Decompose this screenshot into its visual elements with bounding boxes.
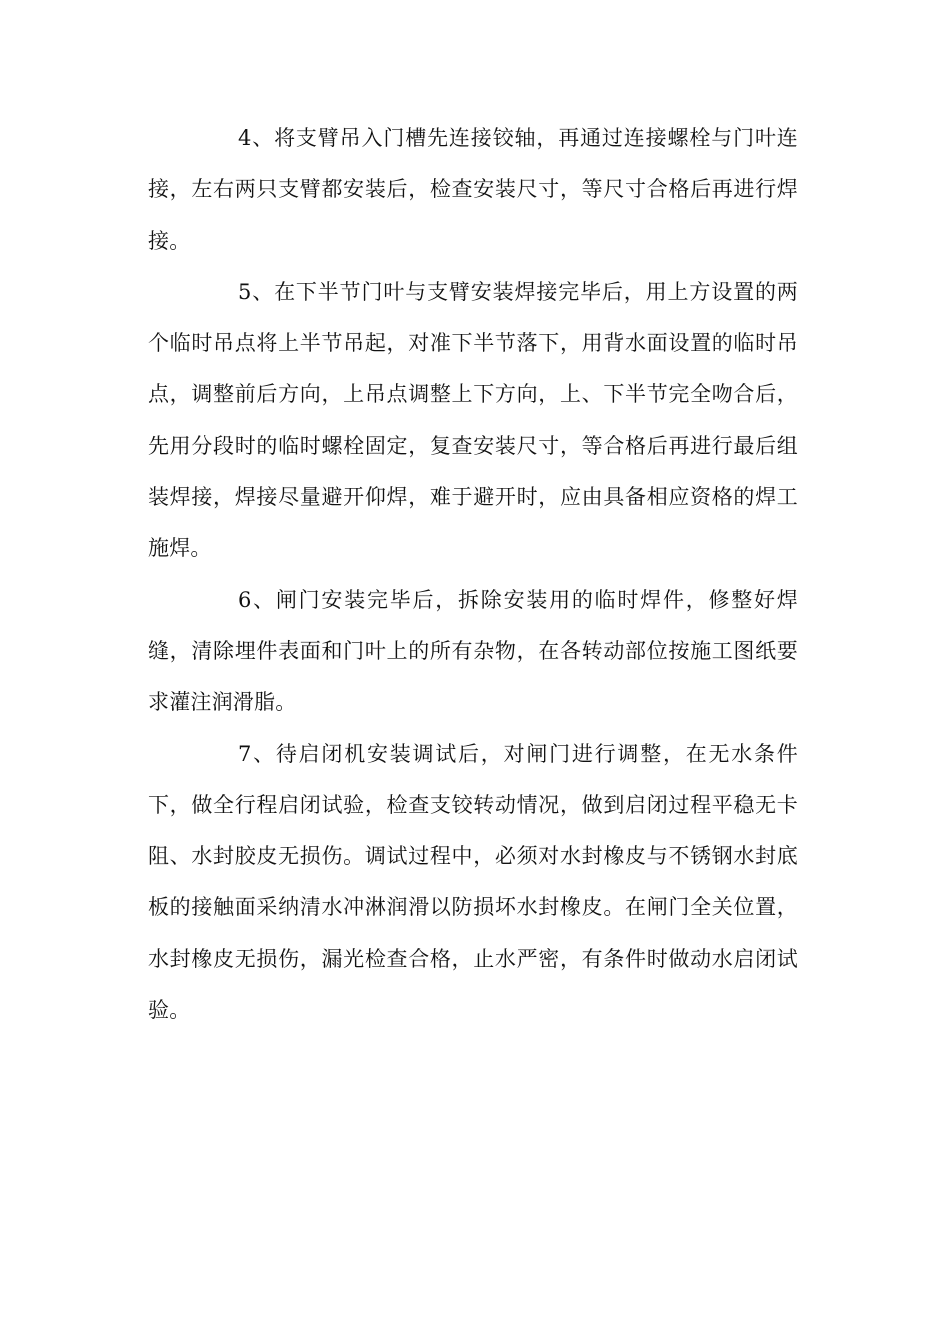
paragraph-step-4: 4、将支臂吊入门槽先连接铰轴，再通过连接螺栓与门叶连接，左右两只支臂都安装后，检查安装尺寸，等尺寸合格后再进行焊接。 bbox=[148, 126, 798, 253]
paragraph-step-6: 6、闸门安装完毕后，拆除安装用的临时焊件，修整好焊缝，清除埋件表面和门叶上的所有杂物，在各转动部位按施工图纸要求灌注润滑脂。 bbox=[148, 587, 798, 715]
paragraph-step-5: 5、在下半节门叶与支臂安装焊接完毕后，用上方设置的两个临时吊点将上半节吊起，对准下半节落下，用背水面设置的临时吊点，调整前后方向，上吊点调整上下方向，上、下半节完全吻合后，先用分段时的临时螺栓固定，复查安装尺寸，等合格后再进行最后组装焊接，焊接尽量避开仰焊，难于避开时，应由具备相应资格的焊工施焊。 bbox=[148, 279, 798, 561]
document-body bbox=[148, 113, 798, 1036]
paragraph-step-7: 7、待启闭机安装调试后，对闸门进行调整，在无水条件下，做全行程启闭试验，检查支铰转动情况，做到启闭过程平稳无卡阻、水封胶皮无损伤。调试过程中，必须对水封橡皮与不锈钢水封底板的接触面采纳清水冲淋润滑以防损坏水封橡皮。在闸门全关位置，水封橡皮无损伤，漏光检查合格，止水严密，有条件时做动水启闭试验。 bbox=[148, 741, 798, 1023]
